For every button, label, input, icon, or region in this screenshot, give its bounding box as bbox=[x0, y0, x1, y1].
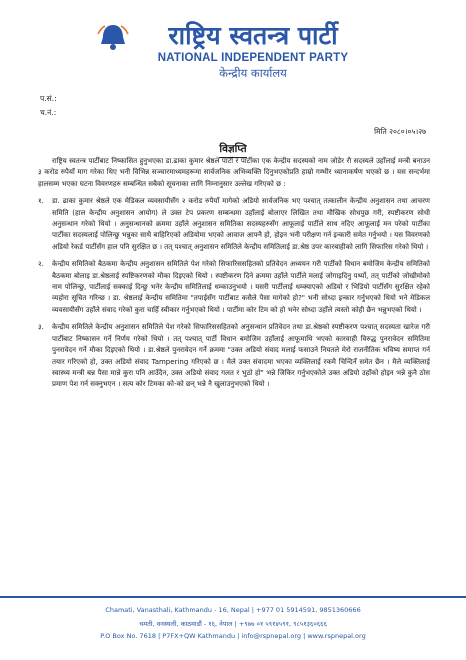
item-text: केन्द्रीय समितिले केन्द्रीय अनुशासन समितिले पेश गरेको सिफारिससहितको अनुसन्धान प्रतिवेदन तथा डा.श्रेष्ठको स्पष्टीकरण पश्चात् सदस्यता खारेज गरी पार्टीबाट निष्कासन गर्ने निर्णय गरेको थियो । तत् पश्चात् पार्टी विधान बमोजिम उहाँलाई आफूमाथि भएको कारवाही विरुद्ध पुनरावेदन समितिमा पुनरावेदन गर्ने मौका दिइएको थियो । डा.श्रेष्ठले पुनरावेदन गर्ने क्रममा "उक्त अडियो संवाद मलाई फसाउने नियतले मेरो राजनीतिक भविष्य समाप्त गर्न तयार गरिएको हो, उक्त अडियो संवाद Tampering गरिएको छ । मैले उक्त संवादमा भएका व्यक्तिलाई रकमै चिन्दिनँ समेत छैन । मैले व्यक्तिलाई स्वास्थ्य मन्त्री बन्न पैसा मान्ने कुरा पनि आउँदैन, उक्त अडियो संवाद गलत र भुठो हो" भन्ने जिकिर गर्नुभएकोले उक्त अडियो उहाँको होइन भन्ने कुनै ठोस प्रमाण पेश गर्न सक्नुभएन । सत्य कोर टिमका को-को छन् भन्ने नै खुलाउनुभएको थियो । bbox=[52, 323, 430, 389]
title-container bbox=[0, 137, 466, 158]
party-name-nepali: राष्ट्रिय स्वतन्त्र पार्टी bbox=[168, 21, 338, 50]
item-number: ३. bbox=[38, 323, 44, 332]
footer-address-english: Chamati, Vanasthali, Kathmandu - 16, Nepal | +977 01 5914591, 9851360666 bbox=[105, 606, 361, 614]
item-number: १. bbox=[38, 197, 44, 206]
footer-divider bbox=[0, 596, 466, 598]
numbered-item bbox=[38, 196, 430, 259]
numbered-item bbox=[38, 322, 430, 396]
document-title: विज्ञप्ति bbox=[219, 142, 246, 158]
footer-contact: P.O Box No. 7618 | P7FX+QW Kathmandu | info@rspnepal.org | www.rspnepal.org bbox=[100, 632, 366, 640]
letter-date: मिति २०८०।०५।२७ bbox=[374, 127, 426, 136]
bell-icon bbox=[96, 22, 130, 52]
document-body bbox=[38, 156, 430, 397]
dispatch-number-label: च.नं.: bbox=[40, 108, 57, 117]
item-text: केन्द्रीय समितिको बैठकमा केन्द्रीय अनुशासन समितिले पेश गरेको सिफारिससहितको प्रतिवेदन अध्ययन गरी पार्टीको विधान बमोजिम केन्द्रीय समितिको बैठकमा बोलाइ डा.श्रेष्ठलाई स्पष्टिकरणको मौका दिइएको थियो । स्पष्टीकरण दिने क्रममा उहाँले पार्टीले मलाई जोगाइदिनु पर्थ्यो, तत् पार्टीको जोखीमोको नाम पोलिन्छु, पार्टीलाई सक्काई दिन्छु भनेर केन्द्रीय समितिलाई धम्काउनुभयो । यसरी पार्टीलाई धम्क्याएको अडियो र भिडियो पार्टीसँग सुरक्षित रहेको व्यहोरा सूचित गरिन्छ । डा. श्रेष्ठलाई केन्द्रीय समितिमा "तपाईसँग पार्टीबाट कसैले पैसा मागेको हो?" भनी सोध्दा इन्कार गर्नुभएको थियो भने मेडिकल व्यवसायीसँग उहाँले संवाद गरेको कुरा चाहिँ स्वीकार गर्नुभएको थियो । पार्टीमा कोर टिम को हो भनेर सोध्दा उहाँले त्यस्तो कोही छैन भन्नुभएको थियो । bbox=[52, 260, 430, 314]
intro-paragraph: राष्ट्रिय स्वतन्त्र पार्टीबाट निष्कासित हुनुभएका डा.ढाका कुमार श्रेष्ठले पार्टी र पार्टीका एक केन्द्रीय सदस्यको नाम जोडेर रौ सदस्यले उहाँलाई मन्त्री बनाउन ३ करोड रुपैयाँ माग गरेका थिए भनी विभिन्न सञ्चारमाध्यमहरूमा सार्वजनिक अभिव्यक्ति दिनुभएकोप्रति हाम्रो गम्भीर ध्यानाकर्षण भएको छ । यस सन्दर्भमा हालसम्म भएका घटना विवरणहरु सम्बन्धित सबैको सूचनाका लागि निम्नानुसार उल्लेख गरिएको छ : bbox=[38, 157, 430, 188]
party-name-english: NATIONAL INDEPENDENT PARTY bbox=[157, 52, 349, 64]
office-name: केन्द्रीय कार्यालय bbox=[219, 66, 287, 80]
numbered-item bbox=[38, 259, 430, 322]
item-number: २. bbox=[38, 260, 44, 269]
reference-number-label: प.सं.: bbox=[40, 94, 57, 103]
item-text: डा. ढाका कुमार श्रेष्ठले एक मेडिकल व्यवसायीसँग २ करोड रुपैयाँ मागेको अडियो सार्वजनिक भए पश्चात् तत्कालीन केन्द्रीय अनुशासन तथा आचरण समिति (हाल केन्द्रीय अनुशासन आयोग) ले उक्त टेप प्रकरण सम्बन्धमा उहाँलाई बोलाएर लिखित तथा मौखिक सोधपुछ गरी, स्पष्टीकरण सोधी अनुसन्धान गरेको थियो । अनुसन्धानको क्रममा उहाँले अनुशासन समितिका सदस्यहरुसँग आफूलाई पार्टीले साथ नदिए आफूलाई मन परेको पार्टीका पार्टीका सदस्यलाई पोलिन्छु भन्नुका साथै बाहिरिएको अडियोमा भएको आवाज आफ्नै हो, होइन भनी परीक्षण गर्न इन्कारी समेत गर्नुभयो । यस विवरणको अडियो रेकर्ड पार्टीसँग हाल पनि सुरक्षित छ । तत् पश्चात् अनुशासन समितिले केन्द्रीय समितिलाई डा.श्रेष्ठ उपर कारबाहीको लागि सिफारिस गरेको थियो । bbox=[52, 197, 430, 251]
footer-address-nepali: चमती, वनस्थली, काठमाडौं - १६, नेपाल | +९७७ ०१ ५९१४५९१, ९८५१३६०६६६ bbox=[139, 620, 327, 628]
